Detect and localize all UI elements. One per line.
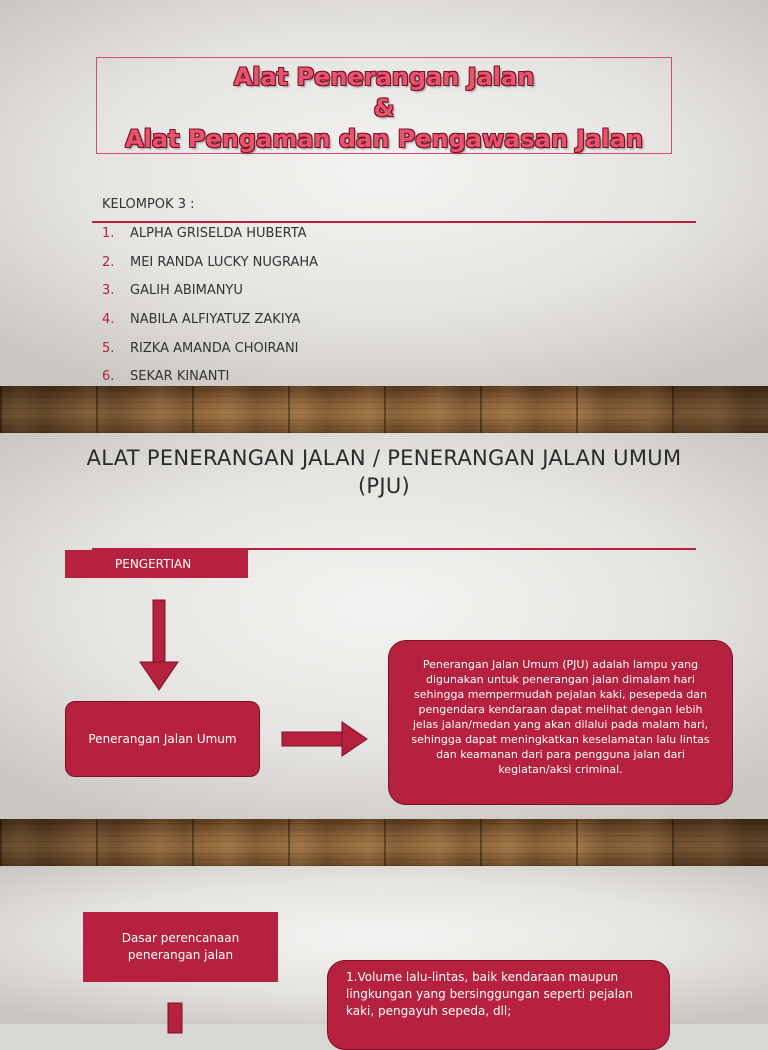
section-label-pengertian — [65, 550, 248, 578]
list-item — [102, 255, 318, 270]
section-label-dasar-perencanaan — [83, 912, 278, 982]
member-name: SEKAR KINANTI — [130, 369, 230, 384]
list-number: 4. — [102, 312, 115, 327]
slide-1 — [0, 0, 768, 386]
term-box — [65, 701, 260, 777]
slide-title-box — [96, 57, 672, 154]
title-line-3: Alat Pengaman dan Pengawasan Jalan — [125, 125, 643, 153]
member-name: ALPHA GRISELDA HUBERTA — [130, 226, 307, 241]
member-name: RIZKA AMANDA CHOIRANI — [130, 341, 299, 356]
list-item — [102, 369, 229, 384]
point-box-1 — [327, 960, 670, 1050]
list-number: 3. — [102, 283, 115, 298]
list-item — [102, 226, 307, 241]
title-line-1: Alat Penerangan Jalan — [233, 63, 535, 91]
group-label: KELOMPOK 3 : — [102, 197, 195, 212]
arrow-down-icon — [162, 1003, 192, 1033]
member-name: MEI RANDA LUCKY NUGRAHA — [130, 255, 319, 270]
list-number: 1. — [102, 226, 115, 241]
section-label-text: PENGERTIAN — [115, 557, 192, 571]
arrow-down-icon — [138, 600, 180, 690]
title-line-2: & — [373, 94, 395, 122]
list-item — [102, 312, 300, 327]
list-item — [102, 283, 243, 298]
member-name: NABILA ALFIYATUZ ZAKIYA — [130, 312, 301, 327]
definition-box — [388, 640, 733, 805]
list-number: 6. — [102, 369, 115, 384]
definition-text: Penerangan Jalan Umum (PJU) adalah lampu yang digunakan untuk penerangan jalan dimalam hari sehingga mempermudah pejalan kaki, pesepeda dan pengendara kendaraan dapat melihat dengan lebih jelas jalan/medan yang akan dilalui pada malam hari, sehingga dapat meningkatkan keselamatan lalu lintas dan keamanan dari para pengguna jalan dari kegiatan/aksi criminal. — [411, 658, 710, 776]
point-1-text: 1.Volume lalu-lintas, baik kendaraan maupun lingkungan yang bersinggungan seperti pejalan kaki, pengayuh sepeda, dll; — [346, 970, 633, 1018]
wood-floor-strip — [0, 819, 768, 866]
arrow-right-icon — [282, 720, 368, 758]
member-name: GALIH ABIMANYU — [130, 283, 243, 298]
list-number: 5. — [102, 341, 115, 356]
section-label-text: Dasar perencanaan penerangan jalan — [121, 931, 240, 962]
list-number: 2. — [102, 255, 115, 270]
list-item — [102, 341, 299, 356]
divider-line — [92, 221, 696, 223]
slide-2-title: ALAT PENERANGAN JALAN / PENERANGAN JALAN UMUM (PJU) — [86, 446, 682, 498]
wood-floor-strip — [0, 386, 768, 433]
term-box-text: Penerangan Jalan Umum — [88, 731, 237, 746]
